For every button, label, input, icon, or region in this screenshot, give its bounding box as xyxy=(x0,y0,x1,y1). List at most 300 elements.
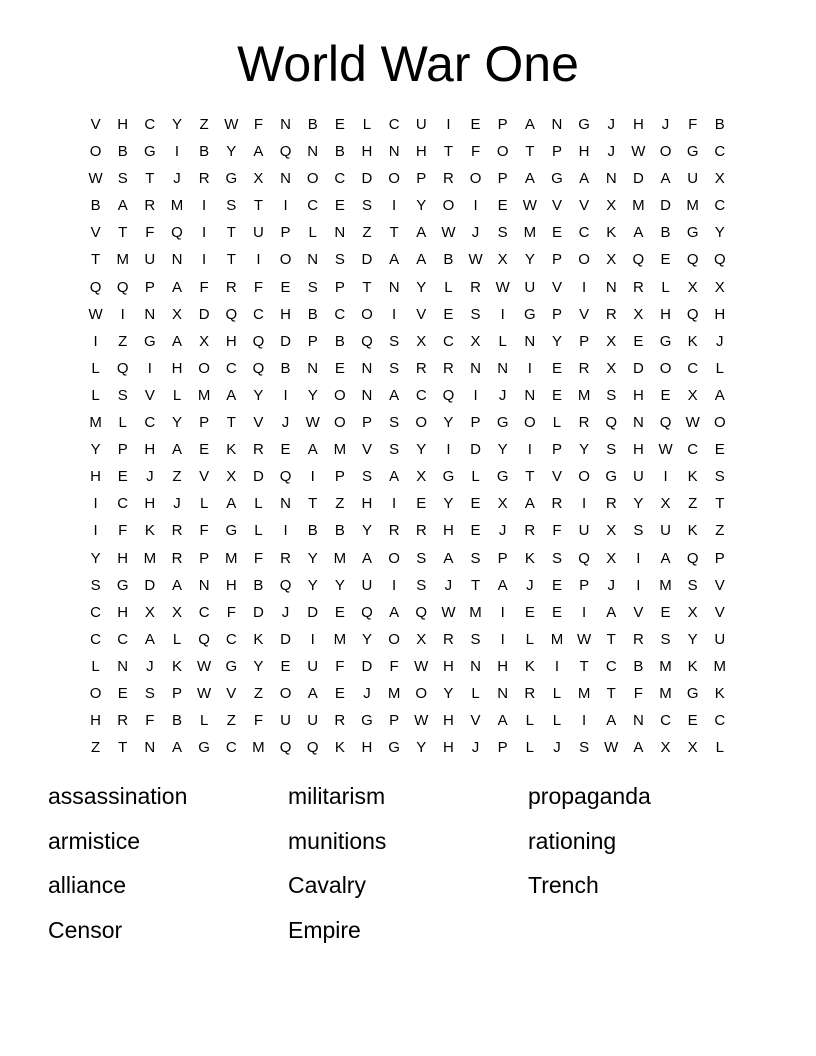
grid-letter: F xyxy=(145,712,155,730)
grid-letter: O xyxy=(523,414,536,432)
grid-letter: U xyxy=(687,170,699,188)
grid-letter: F xyxy=(118,522,128,540)
grid-letter: S xyxy=(307,278,318,296)
grid-letter: E xyxy=(660,386,671,404)
grid-letter: G xyxy=(198,739,210,757)
grid-letter: M xyxy=(387,684,401,702)
grid-letter: G xyxy=(578,116,590,133)
grid-letter: P xyxy=(551,143,562,161)
grid-row xyxy=(82,436,734,463)
grid-letter: A xyxy=(579,170,590,188)
grid-letter: H xyxy=(632,386,644,404)
grid-letter: S xyxy=(551,549,562,567)
grid-letter: N xyxy=(280,170,291,188)
word-list-item: alliance xyxy=(48,872,126,898)
grid-letter: P xyxy=(551,251,562,269)
grid-letter: M xyxy=(333,630,347,648)
grid-letter: J xyxy=(444,576,453,594)
grid-letter: X xyxy=(226,468,237,486)
grid-letter: X xyxy=(687,603,698,621)
grid-letter: J xyxy=(173,170,181,188)
grid-letter: Y xyxy=(579,441,590,459)
grid-letter: M xyxy=(577,386,591,404)
grid-letter: S xyxy=(497,224,508,242)
grid-letter: D xyxy=(198,305,210,323)
grid-letter: A xyxy=(307,441,318,459)
grid-letter: C xyxy=(415,386,427,404)
grid-letter: T xyxy=(118,739,128,757)
grid-letter: D xyxy=(470,441,481,459)
word-list xyxy=(48,780,788,958)
grid-letter: M xyxy=(143,549,157,567)
grid-letter: Q xyxy=(171,224,183,242)
grid-letter: V xyxy=(551,468,562,486)
grid-letter: A xyxy=(117,197,128,215)
grid-letter: P xyxy=(551,441,562,459)
grid-letter: O xyxy=(469,170,482,188)
grid-letter: E xyxy=(280,441,291,459)
grid-letter: T xyxy=(226,224,236,242)
grid-letter: W xyxy=(305,414,320,432)
grid-letter: C xyxy=(687,441,699,459)
grid-letter: X xyxy=(171,305,182,323)
grid-row xyxy=(82,138,734,165)
grid-letter: G xyxy=(496,468,509,486)
grid-letter: L xyxy=(118,414,127,432)
grid-letter: A xyxy=(253,143,264,161)
grid-letter: R xyxy=(551,495,563,513)
grid-letter: C xyxy=(117,495,129,513)
grid-letter: P xyxy=(497,739,508,757)
grid-letter: Y xyxy=(416,441,427,459)
page-title: World War One xyxy=(237,36,579,92)
grid-letter: H xyxy=(90,712,101,730)
grid-letter: L xyxy=(199,495,209,513)
grid-letter: D xyxy=(280,630,291,648)
grid-letter: C xyxy=(605,657,617,675)
grid-letter: N xyxy=(388,278,400,296)
grid-letter: Z xyxy=(362,224,372,242)
grid-letter: T xyxy=(253,197,263,215)
grid-letter: T xyxy=(525,143,535,161)
grid-letter: U xyxy=(361,576,373,594)
grid-letter: L xyxy=(199,712,209,730)
grid-letter: S xyxy=(389,359,400,377)
grid-letter: E xyxy=(660,251,671,269)
grid-letter: O xyxy=(659,359,672,377)
grid-letter: L xyxy=(308,224,317,242)
letter-grid xyxy=(82,111,734,761)
grid-letter: L xyxy=(471,684,480,702)
grid-letter: S xyxy=(416,549,427,567)
grid-letter: L xyxy=(552,414,562,432)
grid-letter: J xyxy=(498,386,507,404)
grid-letter: L xyxy=(552,712,562,730)
grid-letter: M xyxy=(469,603,482,621)
grid-letter: G xyxy=(225,522,238,540)
grid-letter: I xyxy=(527,441,532,459)
grid-letter: R xyxy=(578,414,590,432)
grid-letter: A xyxy=(226,495,237,513)
grid-row xyxy=(82,599,734,626)
grid-row xyxy=(82,165,734,192)
grid-letter: J xyxy=(526,576,534,594)
grid-letter: X xyxy=(633,305,644,323)
grid-letter: W xyxy=(414,712,429,730)
grid-letter: S xyxy=(144,684,155,702)
grid-letter: K xyxy=(606,224,617,242)
grid-letter: R xyxy=(470,278,481,296)
grid-letter: Y xyxy=(633,495,644,513)
grid-letter: N xyxy=(497,359,509,377)
grid-letter: B xyxy=(307,116,318,133)
grid-letter: H xyxy=(171,359,183,377)
grid-letter: Q xyxy=(686,549,699,567)
grid-letter: V xyxy=(90,116,101,133)
grid-letter: H xyxy=(361,143,373,161)
grid-letter: J xyxy=(607,143,615,161)
grid-letter: D xyxy=(361,251,373,269)
grid-row xyxy=(82,111,734,138)
grid-letter: W xyxy=(88,305,103,323)
grid-letter: N xyxy=(144,739,156,757)
grid-letter: S xyxy=(416,576,427,594)
grid-letter: E xyxy=(334,116,345,133)
grid-letter: I xyxy=(446,441,451,459)
grid-letter: W xyxy=(604,739,619,757)
grid-letter: Y xyxy=(416,739,427,757)
grid-row xyxy=(82,355,734,382)
grid-letter: Y xyxy=(253,386,264,404)
grid-letter: A xyxy=(524,170,535,188)
grid-letter: N xyxy=(497,684,509,702)
grid-letter: Q xyxy=(686,305,699,323)
grid-letter: A xyxy=(171,278,182,296)
grid-letter: N xyxy=(470,359,481,377)
grid-letter: I xyxy=(256,251,261,269)
grid-letter: Y xyxy=(171,116,182,133)
grid-letter: P xyxy=(280,224,291,242)
word-list-item: munitions xyxy=(288,827,387,854)
grid-letter: G xyxy=(659,332,672,350)
grid-letter: H xyxy=(632,441,644,459)
grid-letter: O xyxy=(496,143,509,161)
grid-letter: W xyxy=(522,197,537,215)
grid-letter: P xyxy=(361,414,372,432)
grid-letter: U xyxy=(307,657,319,675)
grid-letter: H xyxy=(225,576,237,594)
grid-letter: C xyxy=(225,630,237,648)
grid-letter: T xyxy=(443,143,453,161)
grid-letter: W xyxy=(441,603,456,621)
grid-letter: H xyxy=(578,143,590,161)
grid-letter: R xyxy=(198,170,210,188)
grid-letter: Q xyxy=(686,251,699,269)
grid-letter: M xyxy=(116,251,129,269)
grid-letter: R xyxy=(442,359,454,377)
grid-letter: N xyxy=(280,116,291,133)
grid-letter: U xyxy=(660,522,671,540)
grid-letter: C xyxy=(90,603,101,621)
grid-letter: M xyxy=(333,549,347,567)
grid-row xyxy=(82,653,734,680)
grid-letter: I xyxy=(120,305,125,323)
grid-letter: Q xyxy=(252,332,265,350)
grid-letter: O xyxy=(578,251,590,269)
grid-letter: X xyxy=(606,359,617,377)
grid-letter: E xyxy=(551,576,562,594)
grid-letter: K xyxy=(687,468,698,486)
grid-letter: F xyxy=(688,116,698,133)
grid-letter: Z xyxy=(715,522,725,540)
grid-letter: A xyxy=(416,224,427,242)
grid-row xyxy=(82,301,734,328)
grid-letter: J xyxy=(146,468,154,486)
grid-letter: M xyxy=(713,657,727,675)
grid-letter: N xyxy=(117,657,129,675)
grid-letter: T xyxy=(308,495,318,513)
grid-letter: Y xyxy=(416,197,427,215)
grid-letter: Z xyxy=(199,116,209,133)
grid-letter: C xyxy=(578,224,590,242)
grid-letter: V xyxy=(226,684,237,702)
grid-letter: C xyxy=(252,305,264,323)
grid-letter: X xyxy=(497,251,508,269)
grid-letter: Q xyxy=(116,278,129,296)
grid-letter: A xyxy=(361,549,372,567)
grid-letter: M xyxy=(523,224,537,242)
grid-letter: T xyxy=(606,630,616,648)
grid-letter: N xyxy=(307,359,319,377)
grid-letter: V xyxy=(551,197,562,215)
grid-letter: I xyxy=(500,630,505,648)
grid-letter: I xyxy=(582,278,587,296)
word-list-item: assassination xyxy=(48,783,188,809)
grid-row xyxy=(82,274,734,301)
grid-letter: M xyxy=(577,684,591,702)
grid-letter: S xyxy=(714,468,725,486)
grid-letter: G xyxy=(523,305,536,323)
grid-letter: N xyxy=(171,251,183,269)
grid-letter: P xyxy=(497,116,508,133)
grid-letter: X xyxy=(714,278,725,296)
grid-letter: Q xyxy=(415,603,428,621)
grid-letter: R xyxy=(280,549,291,567)
grid-letter: P xyxy=(714,549,725,567)
grid-letter: I xyxy=(174,143,180,161)
grid-letter: H xyxy=(660,305,671,323)
grid-letter: W xyxy=(197,657,212,675)
grid-letter: I xyxy=(663,468,668,486)
grid-letter: V xyxy=(470,712,481,730)
grid-letter: X xyxy=(606,332,617,350)
grid-letter: R xyxy=(388,522,400,540)
grid-letter: X xyxy=(171,603,182,621)
grid-letter: A xyxy=(660,549,671,567)
grid-letter: J xyxy=(661,116,670,133)
word-list-item: propaganda xyxy=(528,783,651,809)
word-list-item: armistice xyxy=(48,827,141,854)
grid-letter: Q xyxy=(89,278,102,296)
grid-letter: E xyxy=(334,603,345,621)
grid-letter: C xyxy=(225,739,237,757)
grid-letter: G xyxy=(361,712,373,730)
grid-letter: L xyxy=(525,712,534,730)
grid-letter: S xyxy=(361,468,372,486)
grid-letter: E xyxy=(199,441,210,459)
grid-letter: V xyxy=(714,576,725,594)
grid-letter: R xyxy=(442,630,454,648)
grid-letter: M xyxy=(632,197,645,215)
grid-letter: G xyxy=(116,576,129,594)
grid-letter: N xyxy=(361,386,373,404)
grid-letter: D xyxy=(361,170,373,188)
grid-letter: L xyxy=(172,630,182,648)
grid-letter: O xyxy=(442,197,455,215)
grid-letter: O xyxy=(659,143,672,161)
grid-letter: H xyxy=(497,657,509,675)
grid-letter: X xyxy=(687,278,698,296)
grid-letter: P xyxy=(199,549,210,567)
grid-letter: T xyxy=(90,251,101,269)
grid-letter: A xyxy=(524,495,535,513)
grid-letter: G xyxy=(686,143,699,161)
grid-letter: Y xyxy=(90,549,101,567)
grid-letter: N xyxy=(551,116,563,133)
grid-letter: T xyxy=(606,684,616,702)
grid-letter: Q xyxy=(279,739,292,757)
grid-row xyxy=(82,517,734,544)
grid-letter: D xyxy=(632,359,644,377)
grid-letter: G xyxy=(496,414,509,432)
grid-letter: T xyxy=(470,576,481,594)
grid-letter: U xyxy=(714,630,726,648)
grid-letter: B xyxy=(714,116,725,133)
grid-letter: K xyxy=(687,657,698,675)
word-list-item: Censor xyxy=(48,916,123,943)
grid-letter: P xyxy=(579,576,590,594)
grid-letter: Y xyxy=(714,224,725,242)
grid-letter: A xyxy=(497,576,508,594)
grid-letter: K xyxy=(687,332,698,350)
grid-letter: X xyxy=(144,603,155,621)
grid-row xyxy=(82,680,734,707)
grid-letter: C xyxy=(334,170,346,188)
grid-letter: N xyxy=(361,359,373,377)
grid-letter: I xyxy=(147,359,152,377)
grid-letter: Y xyxy=(443,414,454,432)
grid-letter: S xyxy=(633,522,644,540)
grid-letter: G xyxy=(442,468,455,486)
grid-letter: U xyxy=(578,522,590,540)
grid-letter: J xyxy=(363,684,371,702)
grid-letter: X xyxy=(606,197,617,215)
grid-letter: X xyxy=(606,251,617,269)
grid-letter: B xyxy=(334,143,345,161)
grid-letter: H xyxy=(361,739,373,757)
grid-letter: S xyxy=(606,386,617,404)
grid-letter: S xyxy=(90,576,101,594)
grid-letter: R xyxy=(225,278,237,296)
grid-letter: B xyxy=(633,657,644,675)
grid-row xyxy=(82,328,734,355)
grid-letter: P xyxy=(389,712,400,730)
grid-letter: Z xyxy=(226,712,236,730)
grid-letter: U xyxy=(280,712,291,730)
grid-letter: X xyxy=(687,739,698,757)
grid-letter: Q xyxy=(578,549,590,567)
grid-letter: C xyxy=(714,712,726,730)
grid-row xyxy=(82,409,734,436)
grid-letter: M xyxy=(659,684,672,702)
grid-letter: I xyxy=(93,495,98,513)
grid-letter: E xyxy=(551,224,562,242)
grid-letter: O xyxy=(198,359,210,377)
grid-letter: E xyxy=(117,468,128,486)
grid-letter: I xyxy=(500,603,505,621)
grid-letter: H xyxy=(442,522,454,540)
grid-letter: D xyxy=(361,657,373,675)
grid-letter: U xyxy=(144,251,156,269)
grid-letter: U xyxy=(252,224,264,242)
grid-letter: R xyxy=(442,170,454,188)
grid-letter: S xyxy=(687,576,698,594)
grid-letter: A xyxy=(714,386,725,404)
grid-letter: E xyxy=(714,441,725,459)
grid-letter: W xyxy=(468,251,483,269)
grid-letter: Y xyxy=(443,495,454,513)
grid-letter: R xyxy=(415,359,427,377)
grid-letter: W xyxy=(414,657,429,675)
grid-letter: T xyxy=(579,657,589,675)
grid-letter: I xyxy=(636,576,641,594)
grid-letter: Z xyxy=(90,739,101,757)
grid-letter: A xyxy=(171,441,182,459)
grid-letter: N xyxy=(524,332,536,350)
grid-letter: T xyxy=(226,414,236,432)
grid-letter: S xyxy=(361,197,372,215)
grid-letter: I xyxy=(392,495,397,513)
grid-letter: X xyxy=(253,170,264,188)
grid-letter: A xyxy=(171,739,182,757)
grid-letter: V xyxy=(144,386,155,404)
grid-letter: Y xyxy=(307,549,318,567)
grid-letter: Y xyxy=(253,657,264,675)
grid-row xyxy=(82,192,734,219)
grid-letter: F xyxy=(389,657,399,675)
grid-letter: S xyxy=(470,630,481,648)
grid-letter: L xyxy=(525,739,534,757)
grid-letter: E xyxy=(280,278,291,296)
grid-letter: H xyxy=(117,603,129,621)
grid-letter: Y xyxy=(687,630,698,648)
grid-letter: F xyxy=(199,522,209,540)
grid-letter: Y xyxy=(551,332,562,350)
grid-letter: J xyxy=(281,414,290,432)
grid-letter: H xyxy=(117,549,129,567)
grid-letter: A xyxy=(307,684,318,702)
grid-letter: J xyxy=(471,224,480,242)
grid-letter: P xyxy=(117,441,128,459)
grid-letter: A xyxy=(389,603,400,621)
grid-letter: B xyxy=(307,305,318,323)
grid-letter: B xyxy=(90,197,101,215)
grid-letter: O xyxy=(388,549,400,567)
grid-letter: Y xyxy=(171,414,182,432)
grid-letter: F xyxy=(145,224,155,242)
grid-letter: P xyxy=(199,414,210,432)
grid-letter: X xyxy=(714,170,725,188)
